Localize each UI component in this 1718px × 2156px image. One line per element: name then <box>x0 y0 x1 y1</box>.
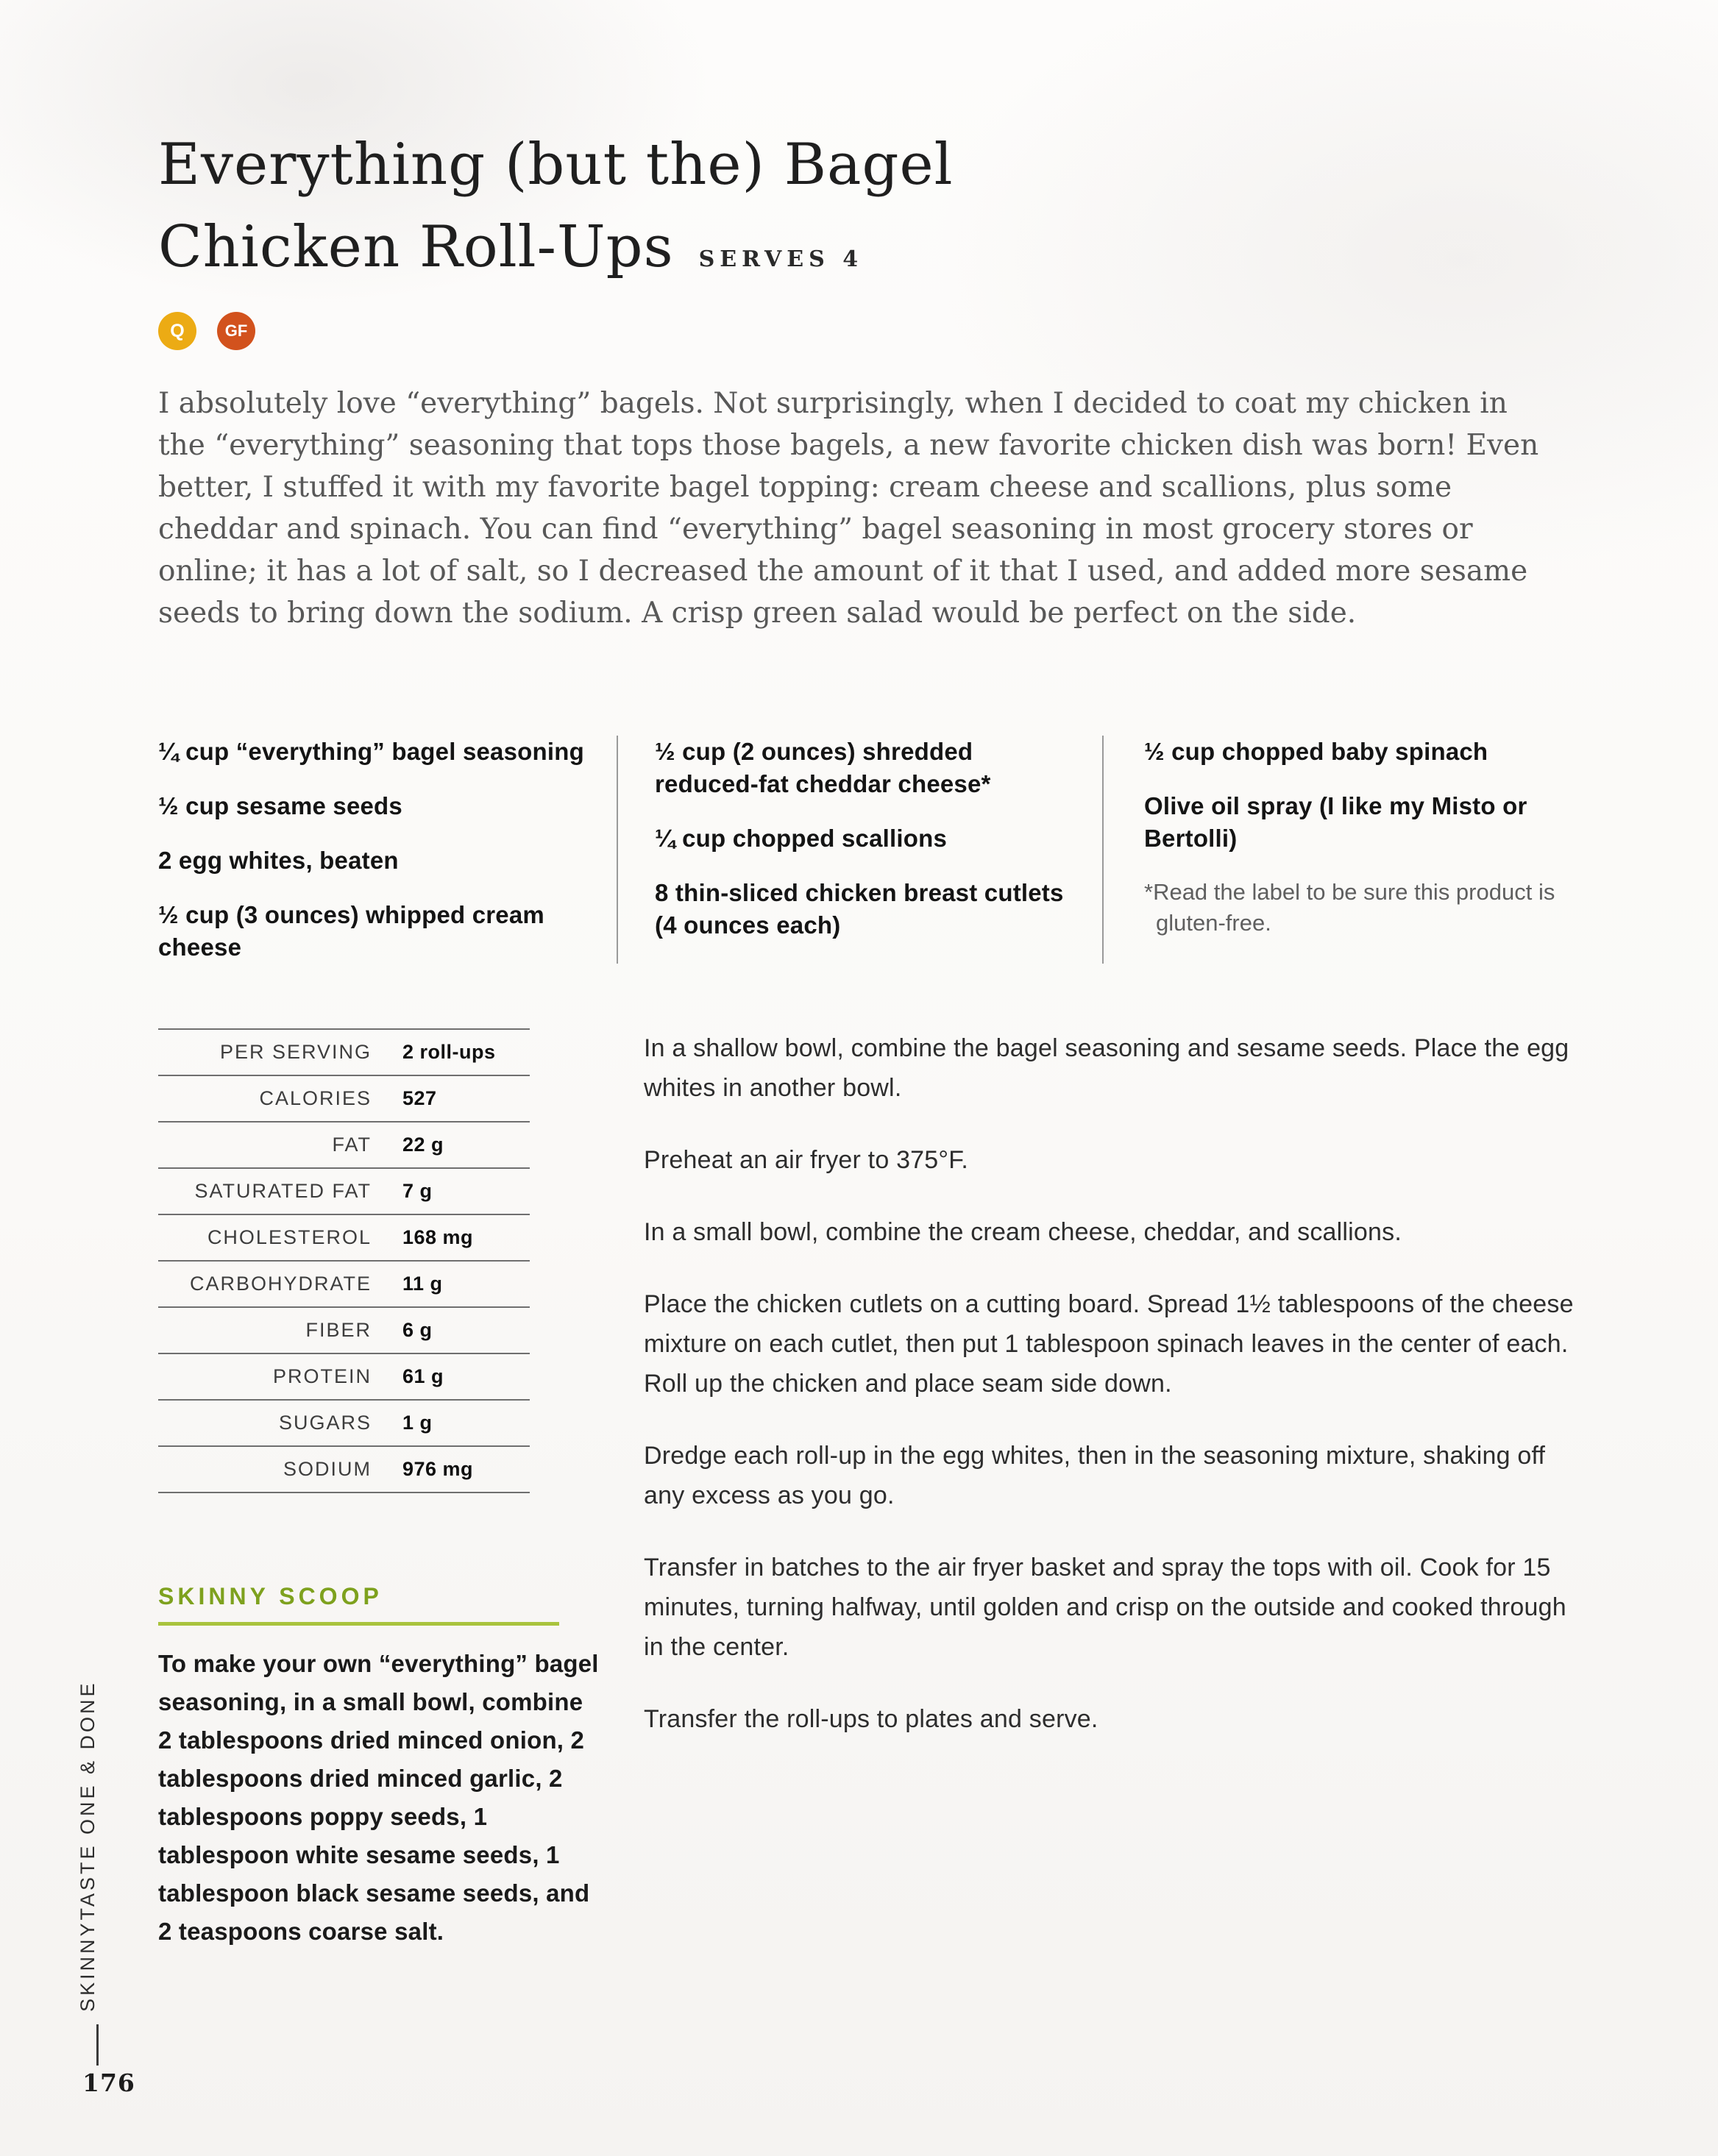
nutrition-label: SATURATED FAT <box>194 1180 372 1202</box>
direction-step: Place the chicken cutlets on a cutting board. Spread 1½ tablespoons of the cheese mixture on each cutlet, then put 1 tablespoon spinach leaves in the center of each. Roll up the chicken and place seam side down. <box>644 1290 1574 1398</box>
direction-step: In a shallow bowl, combine the bagel seasoning and sesame seeds. Place the egg whites in another bowl. <box>644 1034 1569 1102</box>
skinny-scoop-rule <box>158 1622 559 1626</box>
nutrition-label: CALORIES <box>259 1087 372 1109</box>
nutrition-label: PROTEIN <box>272 1365 372 1387</box>
ingredient-item: ½ cup chopped baby spinach <box>1144 738 1488 765</box>
direction-step: Preheat an air fryer to 375°F. <box>644 1146 969 1174</box>
recipe-title-line1: Everything (but the) Bagel <box>158 132 954 198</box>
nutrition-row <box>158 1214 530 1260</box>
badge-row <box>158 312 255 350</box>
nutrition-row <box>158 1075 530 1121</box>
nutrition-value: 6 g <box>402 1319 433 1341</box>
direction-step: In a small bowl, combine the cream cheese, cheddar, and scallions. <box>644 1218 1402 1246</box>
ingredients-column-1 <box>158 736 618 964</box>
ingredient-item: 8 thin-sliced chicken breast cutlets (4 ounces each) <box>655 879 1064 939</box>
nutrition-label: FIBER <box>305 1319 372 1341</box>
nutrition-row <box>158 1260 530 1306</box>
skinny-scoop-heading: SKINNY SCOOP <box>158 1583 383 1609</box>
nutrition-label: CHOLESTEROL <box>207 1226 372 1248</box>
nutrition-value: 61 g <box>402 1365 444 1387</box>
ingredient-item: 2 egg whites, beaten <box>158 847 399 874</box>
nutrition-label: SUGARS <box>278 1412 372 1434</box>
serves-label: SERVES 4 <box>698 246 864 272</box>
quick-badge: Q <box>158 312 196 350</box>
direction-step: Transfer the roll-ups to plates and serve. <box>644 1705 1098 1733</box>
nutrition-row <box>158 1306 530 1353</box>
nutrition-value: 22 g <box>402 1134 444 1156</box>
ingredients-section <box>158 736 1578 964</box>
nutrition-value: 168 mg <box>402 1226 474 1248</box>
gluten-free-badge: GF <box>217 312 255 350</box>
gluten-free-footnote: *Read the label to be sure this product is gluten-free. <box>1144 879 1555 936</box>
ingredient-item: ½ cup (2 ounces) shredded reduced-fat cheddar cheese* <box>655 738 991 797</box>
recipe-title-line2: Chicken Roll-Ups <box>158 214 674 280</box>
recipe-intro: I absolutely love “everything” bagels. Not surprisingly, when I decided to coat my chicken in the “everything” seasoning that tops those bagels, a new favorite chicken dish was born! Even better, I stuffed it with my favorite bagel topping: cream cheese and scallions, plus some cheddar and spinach. You can find “everything” bagel seasoning in most grocery stores or online; it has a lot of salt, so I decreased the amount of it that I used, and added more sesame seeds to bring down the sodium. A crisp green salad would be perfect on the side. <box>158 387 1539 630</box>
direction-step: Dredge each roll-up in the egg whites, then in the seasoning mixture, shaking off any excess as you go. <box>644 1442 1546 1509</box>
nutrition-value: 2 roll-ups <box>402 1041 496 1063</box>
nutrition-label: SODIUM <box>283 1458 372 1480</box>
nutrition-row <box>158 1121 530 1167</box>
skinny-scoop-section <box>158 1583 600 1951</box>
nutrition-row <box>158 1167 530 1214</box>
nutrition-row <box>158 1028 530 1075</box>
nutrition-value: 976 mg <box>402 1458 474 1480</box>
directions-section <box>644 1028 1575 1771</box>
folio-divider <box>96 2024 99 2066</box>
ingredient-item: ½ cup (3 ounces) whipped cream cheese <box>158 901 544 961</box>
nutrition-row <box>158 1353 530 1399</box>
nutrition-table <box>158 1028 530 1493</box>
ingredients-column-2 <box>618 736 1104 964</box>
skinny-scoop-body: To make your own “everything” bagel seasoning, in a small bowl, combine 2 tablespoons dried minced onion, 2 tablespoons dried minced garlic, 2 tablespoons poppy seeds, 1 tablespoon white sesame seeds, 1 tablespoon black sesame seeds, and 2 teaspoons coarse salt. <box>158 1650 599 1945</box>
ingredient-item: ¼ cup “everything” bagel seasoning <box>158 738 584 765</box>
nutrition-label: CARBOHYDRATE <box>189 1273 372 1295</box>
book-spine-text: SKINNYTASTE ONE & DONE <box>77 1680 99 2012</box>
ingredient-item: Olive oil spray (I like my Misto or Bertolli) <box>1144 792 1527 852</box>
nutrition-value: 1 g <box>402 1412 433 1434</box>
nutrition-value: 7 g <box>402 1180 433 1202</box>
nutrition-value: 527 <box>402 1087 437 1109</box>
direction-step: Transfer in batches to the air fryer basket and spray the tops with oil. Cook for 15 minutes, turning halfway, until golden and crisp on the outside and cooked through in the center. <box>644 1554 1566 1661</box>
ingredients-column-3 <box>1104 736 1578 964</box>
page-number: 176 <box>82 2068 135 2097</box>
ingredient-item: ¼ cup chopped scallions <box>655 825 948 852</box>
nutrition-row <box>158 1399 530 1445</box>
ingredient-item: ½ cup sesame seeds <box>158 792 402 819</box>
nutrition-row <box>158 1445 530 1493</box>
nutrition-label: FAT <box>332 1134 372 1156</box>
nutrition-value: 11 g <box>402 1273 443 1295</box>
nutrition-label: PER SERVING <box>219 1041 372 1063</box>
recipe-title <box>158 124 954 301</box>
